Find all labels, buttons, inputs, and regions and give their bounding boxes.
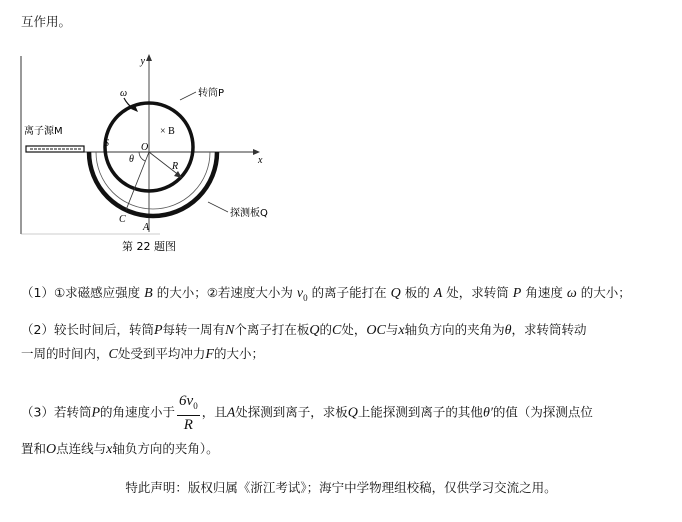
plate-label: 探测板Q	[230, 208, 268, 219]
cylinder-label: 转筒P	[198, 88, 225, 99]
cylinder-pointer	[180, 92, 196, 100]
slit-s-label: S	[104, 138, 109, 149]
source-label: 离子源M	[24, 126, 63, 137]
origin-o-label: O	[141, 142, 149, 153]
question-2-line-1: （2）较长时间后，转筒P每转一周有N个离子打在板Q的C处，OC与x轴负方向的夹角为θ，求转筒转动	[21, 322, 587, 338]
plate-pointer	[208, 202, 228, 212]
omega-label: ω	[120, 88, 128, 99]
question-3-line-2: 置和O点连线与x轴负方向的夹角）。	[21, 441, 219, 457]
y-axis-arrow	[146, 54, 152, 61]
figure-caption: 第 22 题图	[122, 240, 176, 253]
copyright-notice: 特此声明：版权归属《浙江考试》；海宁中学物理组校稿，仅供学习交流之用。	[125, 480, 557, 495]
point-c-label: C	[119, 214, 126, 225]
theta-label: θ	[129, 154, 134, 165]
question-3-line-1: （3）若转筒P的角速度小于 $\frac{6v_0}{R}$ ，且A处探测到离子，求板Q上能探测到离子的其他θ′的值（为探测点位	[21, 393, 593, 433]
x-axis-label: x	[258, 155, 263, 166]
y-axis-label: y	[140, 56, 145, 67]
question-1: （1）①求磁感应强度 B 的大小；②若速度大小为 $v_0$ 的离子能打在 Q 板的 A 处，求转筒 P 角速度 ω 的大小；	[21, 285, 631, 303]
problem-figure	[20, 52, 280, 262]
point-a-label: A	[143, 222, 150, 233]
question-2-line-2: 一周的时间内，C处受到平均冲力F的大小；	[21, 346, 264, 362]
radius-label: R	[172, 161, 179, 172]
intro-text: 互作用。	[21, 14, 72, 29]
fraction-6v0-over-r: $\frac{6v_0}{R}$	[179, 393, 198, 433]
field-b-label: × B	[160, 126, 175, 137]
theta-arc	[139, 152, 145, 161]
